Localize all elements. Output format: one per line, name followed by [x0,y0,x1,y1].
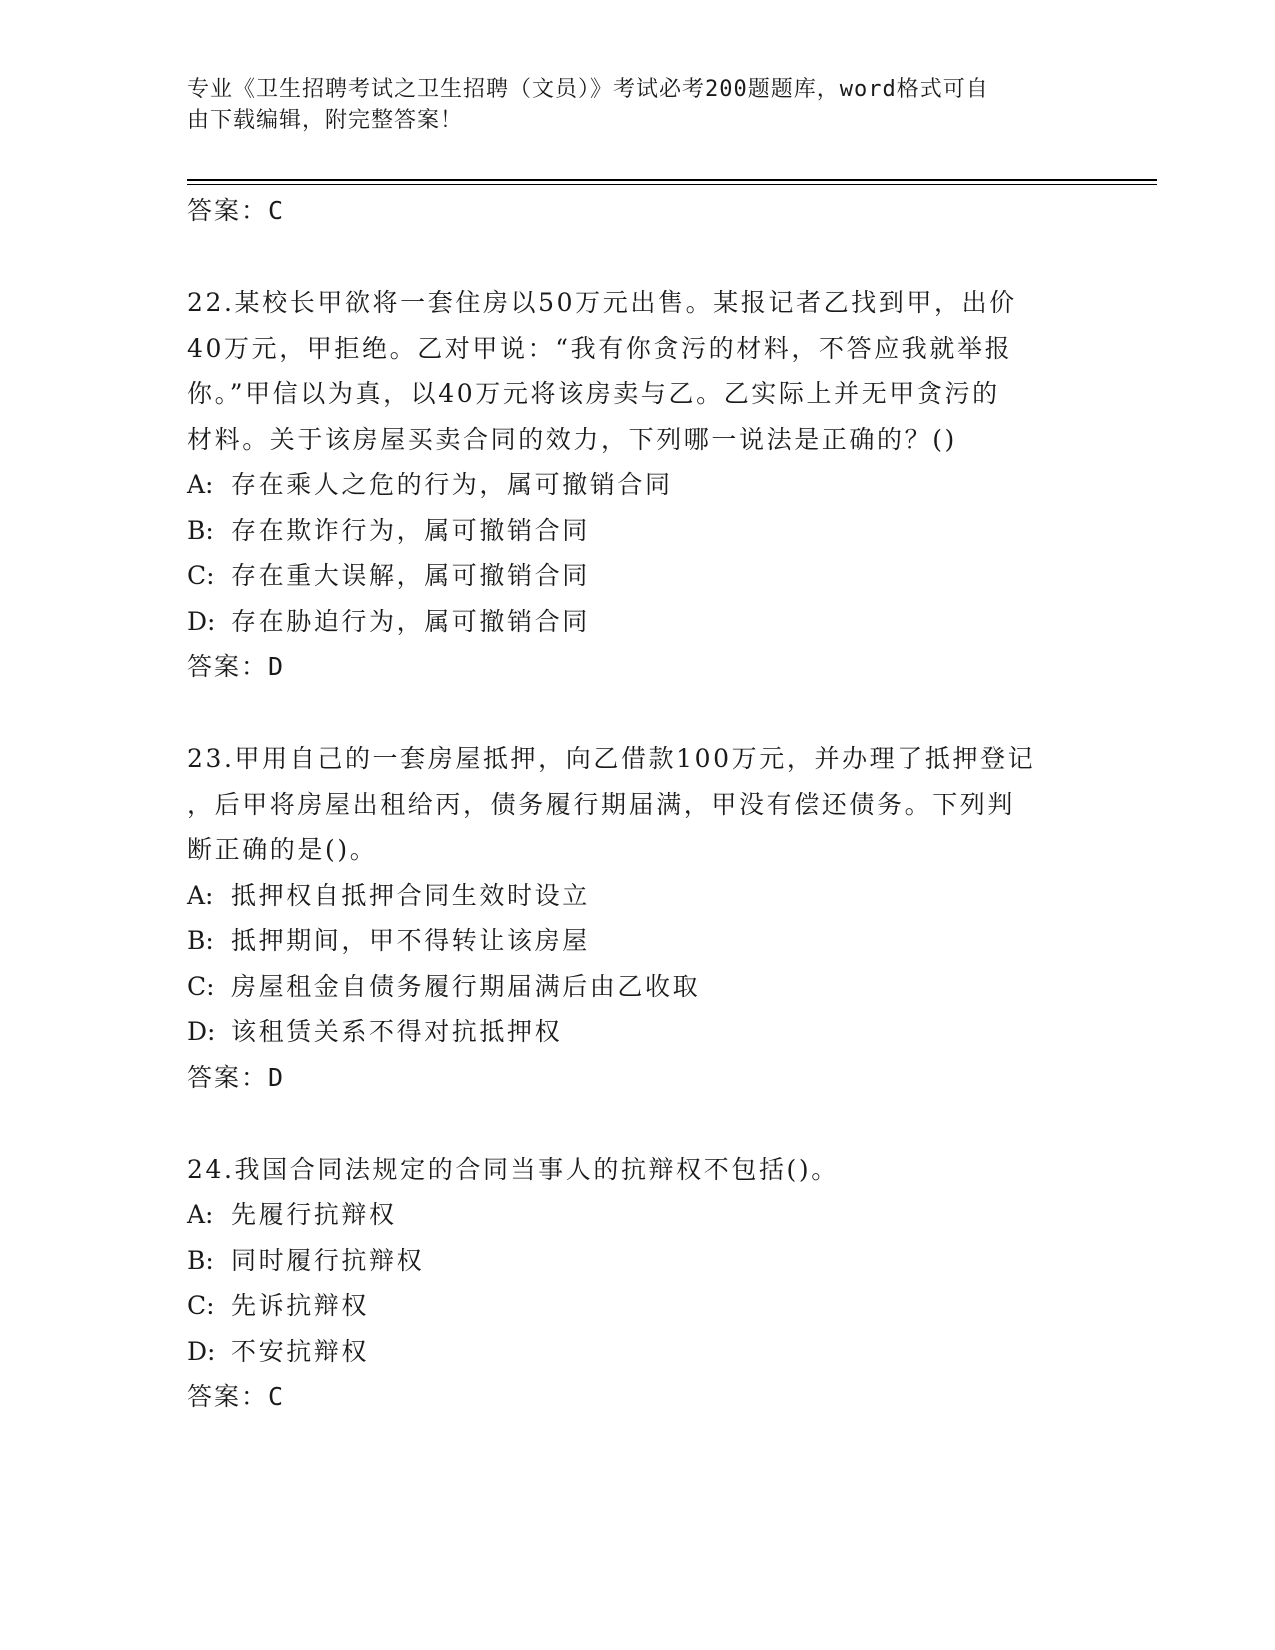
option-text: 存在重大误解，属可撤销合同 [231,561,590,590]
option-text: 抵押期间，甲不得转让该房屋 [231,926,590,955]
option-letter: A: [187,1200,214,1229]
stem-line: 23.甲用自己的一套房屋抵押，向乙借款100万元，并办理了抵押登记 [187,744,1036,773]
option-text: 先履行抗辩权 [231,1200,397,1229]
question-24 [187,1147,1087,1421]
stem-line: 24.我国合同法规定的合同当事人的抗辩权不包括()。 [187,1154,839,1184]
option-a [187,1192,1087,1238]
option-b [187,508,1087,554]
header-line-2: 由下载编辑，附完整答案！ [187,108,464,133]
option-d [187,1009,1087,1055]
question-stem [187,736,1087,873]
option-letter: C: [187,561,215,590]
option-text: 存在乘人之危的行为，属可撤销合同 [231,470,673,499]
answer-line: 答案：C [187,1382,286,1411]
stem-line: 你。”甲信以为真，以40万元将该房卖与乙。乙实际上并无甲贪污的 [187,379,1000,408]
option-a [187,462,1087,508]
option-letter: C: [187,1291,215,1320]
option-letter: D: [187,1017,216,1046]
option-letter: D: [187,606,216,636]
question-list [187,188,1087,1420]
option-d [187,1329,1087,1375]
option-text: 抵押权自抵押合同生效时设立 [231,880,590,910]
header-divider-thick [187,179,1157,181]
question-23 [187,736,1087,1101]
option-d [187,599,1087,645]
answer-line: 答案：D [187,652,286,681]
option-b [187,1238,1087,1284]
question-22 [187,280,1087,690]
question-stem [187,280,1087,462]
stem-line: ，后甲将房屋出租给丙，债务履行期届满，甲没有偿还债务。下列判 [187,789,1016,819]
option-text: 先诉抗辩权 [231,1291,370,1320]
option-letter: B: [187,1245,214,1275]
option-c [187,964,1087,1010]
option-c [187,553,1087,599]
option-text: 房屋租金自债务履行期届满后由乙收取 [231,971,701,1001]
option-letter: A: [187,470,214,499]
previous-answer: 答案：C [187,196,286,225]
stem-line: 材料。关于该房屋买卖合同的效力，下列哪一说法是正确的？() [187,424,957,454]
stem-line: 断正确的是()。 [187,835,378,864]
stem-line: 22.某校长甲欲将一套住房以50万元出售。某报记者乙找到甲，出价 [187,288,1017,317]
option-letter: D: [187,1336,216,1366]
stem-line: 40万元，甲拒绝。乙对甲说：“我有你贪污的材料，不答应我就举报 [187,333,1013,363]
option-letter: C: [187,971,215,1001]
header-line-1: 专业《卫生招聘考试之卫生招聘（文员）》考试必考200题题库，word格式可自 [187,77,989,102]
question-stem [187,1147,1087,1193]
option-text: 不安抗辩权 [231,1336,370,1366]
option-b [187,918,1087,964]
option-text: 该租赁关系不得对抗抵押权 [231,1017,563,1046]
option-text: 同时履行抗辩权 [231,1245,425,1275]
option-c [187,1283,1087,1329]
header-divider-thin [187,184,1157,185]
answer-line: 答案：D [187,1062,286,1092]
option-letter: B: [187,515,214,545]
option-text: 存在胁迫行为，属可撤销合同 [231,606,590,636]
option-letter: B: [187,926,214,955]
document-header [187,74,1067,136]
option-text: 存在欺诈行为，属可撤销合同 [231,515,590,545]
option-letter: A: [187,880,214,910]
option-a [187,873,1087,919]
